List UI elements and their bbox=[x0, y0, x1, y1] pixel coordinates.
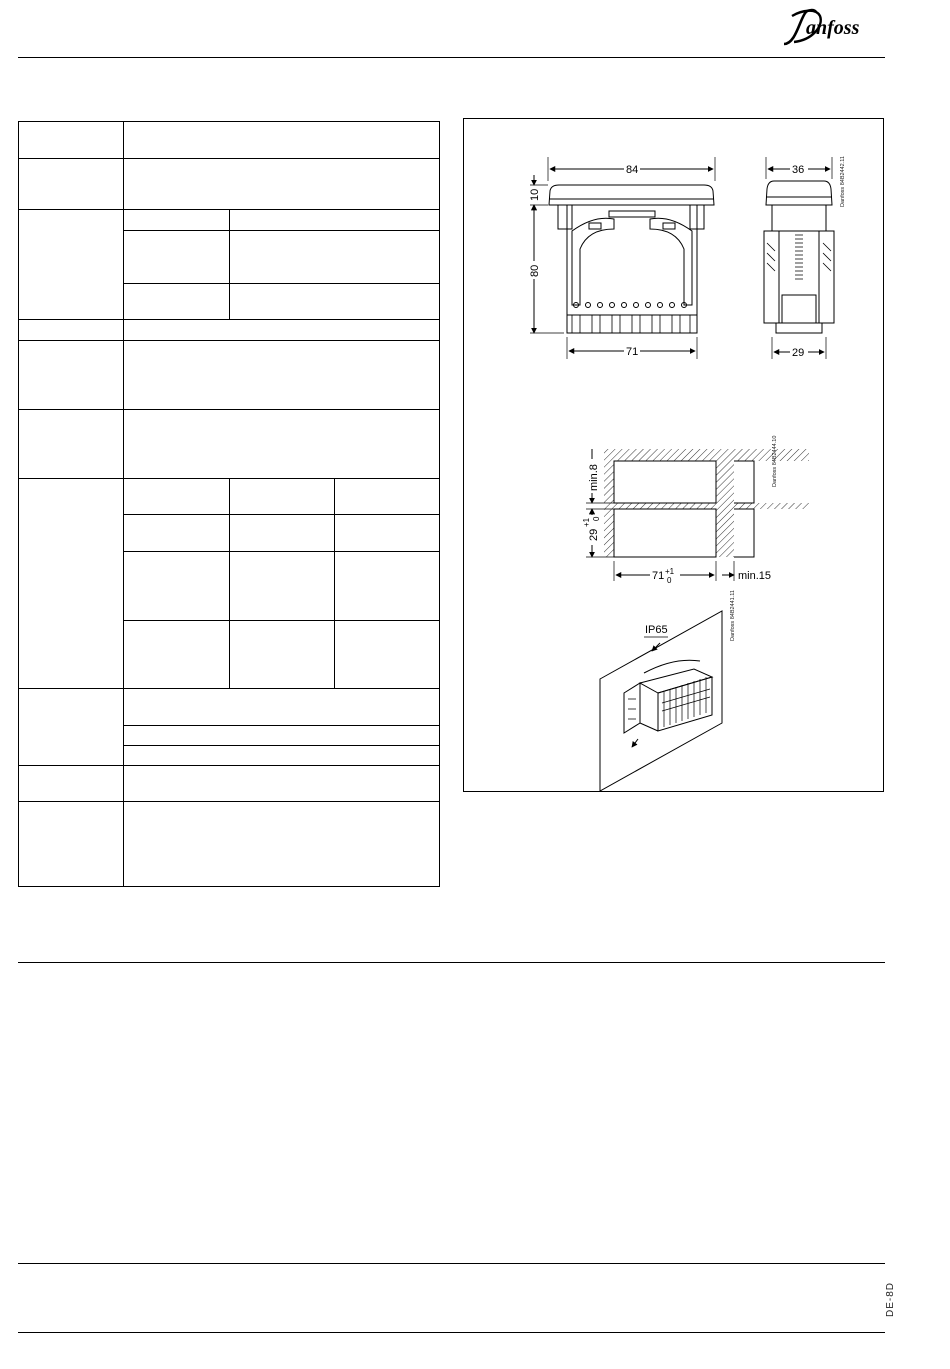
footer-rule-lower bbox=[18, 1332, 885, 1333]
spec-subcell bbox=[124, 231, 230, 284]
mounting-drawing bbox=[600, 611, 722, 791]
spec-value bbox=[124, 802, 440, 887]
drawing-code-cutout: Danfoss 84B2444.10 bbox=[772, 435, 778, 487]
drawing-code-mounting: Danfoss 84B2441.11 bbox=[730, 590, 736, 641]
dim-side-bottom: 29 bbox=[792, 347, 805, 359]
spec-subcell bbox=[230, 515, 335, 552]
spec-subcell bbox=[230, 552, 335, 621]
dim-body-width: 71 bbox=[626, 346, 639, 358]
spec-value bbox=[230, 284, 440, 320]
spec-value bbox=[124, 766, 440, 802]
spec-subcell bbox=[124, 284, 230, 320]
spec-subcell bbox=[230, 479, 335, 515]
spec-label bbox=[19, 479, 124, 689]
spec-label bbox=[19, 766, 124, 802]
spec-value bbox=[124, 341, 440, 410]
cutout-width: 71 bbox=[652, 570, 665, 582]
cutout-min-vertical: min.8 bbox=[588, 464, 600, 491]
svg-text:anfoss: anfoss bbox=[806, 17, 860, 39]
spec-label bbox=[19, 122, 124, 159]
cutout-min-horizontal: min.15 bbox=[738, 570, 772, 582]
technical-drawings bbox=[464, 119, 885, 793]
cutout-height: 29 bbox=[588, 528, 600, 541]
cutout-height-tol-lower: 0 bbox=[592, 516, 601, 521]
mounting-protection: IP65 bbox=[645, 624, 668, 636]
spec-subcell bbox=[335, 621, 440, 689]
side-view-drawing bbox=[764, 157, 834, 359]
spec-subcell bbox=[335, 515, 440, 552]
spec-label bbox=[19, 320, 124, 341]
spec-value bbox=[124, 689, 440, 726]
document-code: DE-8D bbox=[885, 1281, 896, 1317]
spec-label bbox=[19, 210, 124, 320]
spec-label bbox=[19, 802, 124, 887]
spec-value bbox=[230, 210, 440, 231]
drawing-code-dimensions: Danfoss 84B2442.11 bbox=[840, 156, 846, 207]
spec-subcell bbox=[335, 479, 440, 515]
danfoss-logo bbox=[776, 4, 888, 50]
spec-subcell bbox=[124, 515, 230, 552]
figure-box bbox=[463, 118, 884, 792]
terminal-pins bbox=[574, 303, 687, 308]
spec-subcell bbox=[124, 210, 230, 231]
footer-rule-upper bbox=[18, 1263, 885, 1264]
spec-value bbox=[124, 746, 440, 766]
spec-subcell bbox=[124, 479, 230, 515]
cutout-height-tol-upper: +1 bbox=[582, 517, 591, 527]
spec-value bbox=[124, 122, 440, 159]
dim-side-top: 36 bbox=[792, 164, 805, 176]
dim-front-width: 84 bbox=[626, 164, 639, 176]
dim-body-height: 80 bbox=[529, 264, 541, 277]
spec-table bbox=[18, 121, 440, 887]
spec-value bbox=[124, 726, 440, 746]
spec-label bbox=[19, 341, 124, 410]
spec-subcell bbox=[335, 552, 440, 621]
spec-value bbox=[124, 320, 440, 341]
cutout-width-tol-upper: +1 bbox=[665, 567, 675, 576]
dim-front-depth: 10 bbox=[529, 188, 541, 201]
spec-value bbox=[230, 231, 440, 284]
cutout-width-tol-lower: 0 bbox=[667, 576, 672, 585]
front-view-drawing bbox=[530, 157, 715, 359]
spec-value bbox=[124, 410, 440, 479]
spec-label bbox=[19, 410, 124, 479]
spec-label bbox=[19, 159, 124, 210]
section-rule bbox=[18, 962, 885, 963]
spec-label bbox=[19, 689, 124, 766]
spec-subcell bbox=[124, 621, 230, 689]
spec-subcell bbox=[230, 621, 335, 689]
spec-value bbox=[124, 159, 440, 210]
spec-subcell bbox=[124, 552, 230, 621]
header-rule bbox=[18, 57, 885, 58]
